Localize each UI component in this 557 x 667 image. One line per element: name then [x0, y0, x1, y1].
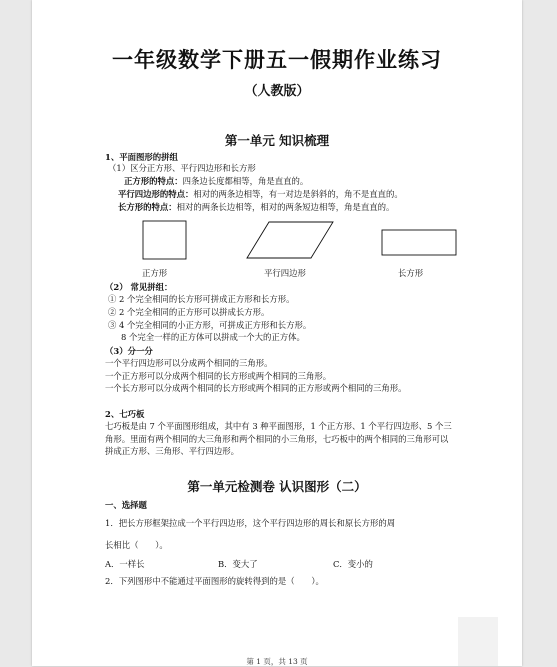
tangram-paragraph: 七巧板是由 7 个平面图形组成，其中有 3 种平面图形，1 个正方形、1 个平行四边形、5 个三角形。里面有两个相同的大三角形和两个相同的小三角形，七巧板中的两个相同的三角形可以拼成正方形、三角形、平行四边形。: [105, 421, 452, 457]
rectangle-label: 长方形: [398, 268, 424, 278]
combination-item: ① 2 个完全相同的长方形可拼成正方形和长方形。: [108, 294, 295, 304]
combination-item: 8 个完全一样的正方体可以拼成一个大的正方体。: [121, 332, 305, 342]
division-line: 一个平行四边形可以分成两个相同的三角形。: [105, 358, 273, 368]
rectangle-shape: [382, 230, 456, 255]
document-page: [32, 0, 522, 666]
division-line: 一个正方形可以分成两个相同的长方形或两个相同的三角形。: [105, 371, 332, 381]
square-shape: [143, 221, 186, 259]
rectangle-property: 长方形的特点：相对的两条长边相等，相对的两条短边相等，角是直直的。: [118, 202, 395, 212]
option-c: C．变小的: [333, 559, 373, 569]
section4-title: 2、七巧板: [105, 409, 145, 419]
square-property: 正方形的特点：四条边长度都相等，角是直直的。: [124, 176, 309, 186]
parallelogram-shape: [247, 222, 333, 258]
question1-text: 1．把长方形框架拉成一个平行四边形，这个平行四边形的周长和原长方形的周: [105, 518, 396, 528]
part1-title: 一、选择题: [105, 500, 147, 510]
parallelogram-label: 平行四边形: [264, 268, 306, 278]
option-b: B．变大了: [218, 559, 258, 569]
page-number: 第 1 页，共 13 页: [246, 657, 308, 666]
parallelogram-property: 平行四边形的特点：相对的两条边相等，有一对边是斜斜的，角不是直直的。: [118, 189, 403, 199]
section1-subtitle: （1）区分正方形、平行四边形和长方形: [108, 163, 256, 173]
document-title: 一年级数学下册五一假期作业练习: [112, 47, 442, 72]
section3-title: （3）分一分: [105, 346, 153, 356]
section1-title: 1、平面图形的拼组: [105, 152, 178, 162]
unit1-heading: 第一单元 知识梳理: [224, 133, 330, 148]
test-heading: 第一单元检测卷 认识图形（二）: [187, 479, 367, 494]
section2-title: （2） 常见拼组：: [105, 282, 173, 292]
division-line: 一个长方形可以分成两个相同的长方形或两个相同的正方形或两个相同的三角形。: [105, 383, 407, 393]
square-label: 正方形: [142, 268, 168, 278]
document-subtitle: （人教版）: [244, 84, 310, 99]
shape-illustrations: [32, 0, 522, 280]
combination-item: ③ 4 个完全相同的小正方形，可拼成正方形和长方形。: [108, 320, 312, 330]
question2-text: 2．下列图形中不能通过平面图形的旋转得到的是（ ）。: [105, 576, 324, 586]
question1-text-cont: 长相比（ ）。: [105, 540, 168, 550]
option-a: A．一样长: [105, 559, 145, 569]
combination-item: ② 2 个完全相同的正方形可以拼成长方形。: [108, 307, 270, 317]
